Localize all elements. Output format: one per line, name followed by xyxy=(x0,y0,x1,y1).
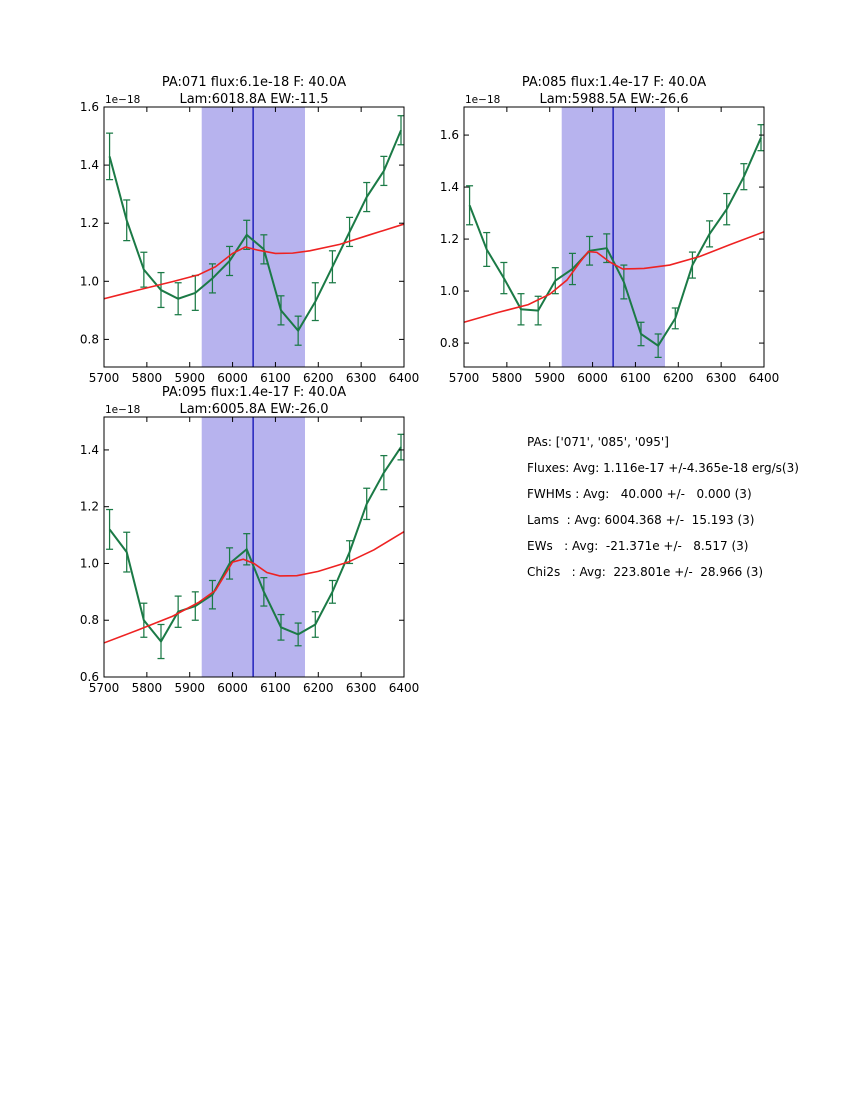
y-tick-label: 1.0 xyxy=(439,284,459,299)
x-tick-label: 6400 xyxy=(748,371,780,385)
y-tick-label: 1.2 xyxy=(79,499,99,514)
stats-line-ews: EWs : Avg: -21.371e +/- 8.517 (3) xyxy=(527,539,749,553)
stats-line-lams: Lams : Avg: 6004.368 +/- 15.193 (3) xyxy=(527,513,755,527)
x-tick-label: 6300 xyxy=(345,371,377,385)
x-tick-label: 5900 xyxy=(174,371,205,385)
y-tick-label: 0.8 xyxy=(79,332,99,347)
x-tick-label: 5700 xyxy=(88,681,120,695)
x-tick-label: 6400 xyxy=(388,681,420,695)
y-tick-label: 1.0 xyxy=(79,556,99,571)
x-tick-label: 5800 xyxy=(131,371,163,385)
y-axis-offset-label: 1e−18 xyxy=(465,94,501,106)
x-tick-label: 6200 xyxy=(303,681,334,695)
x-tick-label: 6300 xyxy=(345,681,377,695)
stats-line-fluxes: Fluxes: Avg: 1.116e-17 +/-4.365e-18 erg/s(3) xyxy=(527,461,799,475)
plot-title-line1: PA:071 flux:6.1e-18 F: 40.0A xyxy=(161,75,347,90)
x-tick-label: 6000 xyxy=(577,371,608,385)
x-tick-label: 5700 xyxy=(448,371,480,385)
y-tick-label: 1.6 xyxy=(439,128,459,143)
x-tick-label: 6100 xyxy=(260,371,291,385)
x-tick-label: 6000 xyxy=(217,681,248,695)
y-tick-label: 1.2 xyxy=(439,232,459,247)
x-tick-label: 6200 xyxy=(303,371,334,385)
plot-title-line2: Lam:6005.8A EW:-26.0 xyxy=(179,402,329,417)
stats-line-fwhms: FWHMs : Avg: 40.000 +/- 0.000 (3) xyxy=(527,487,752,501)
y-tick-label: 1.4 xyxy=(439,180,459,195)
x-tick-label: 6400 xyxy=(388,371,420,385)
stats-line-chi2s: Chi2s : Avg: 223.801e +/- 28.966 (3) xyxy=(527,565,764,579)
x-tick-label: 5800 xyxy=(491,371,523,385)
x-tick-label: 5900 xyxy=(174,681,205,695)
y-tick-label: 0.8 xyxy=(79,613,99,628)
x-tick-label: 5900 xyxy=(534,371,565,385)
plot-title-line1: PA:095 flux:1.4e-17 F: 40.0A xyxy=(161,385,347,400)
y-tick-label: 1.0 xyxy=(79,274,99,289)
stats-line-pas: PAs: ['071', '085', '095'] xyxy=(527,435,669,449)
y-tick-label: 0.8 xyxy=(439,336,459,351)
y-tick-label: 1.4 xyxy=(79,442,99,457)
x-tick-label: 6100 xyxy=(260,681,291,695)
y-tick-label: 1.2 xyxy=(79,216,99,231)
plot-title-line2: Lam:6018.8A EW:-11.5 xyxy=(179,92,329,107)
y-axis-offset-label: 1e−18 xyxy=(105,94,141,106)
x-tick-label: 6200 xyxy=(663,371,694,385)
x-tick-label: 6100 xyxy=(620,371,651,385)
plot-title-line1: PA:085 flux:1.4e-17 F: 40.0A xyxy=(521,75,707,90)
x-tick-label: 6000 xyxy=(217,371,248,385)
y-tick-label: 1.6 xyxy=(79,100,99,114)
x-tick-label: 5700 xyxy=(88,371,120,385)
y-tick-label: 1.4 xyxy=(79,158,99,173)
x-tick-label: 5800 xyxy=(131,681,163,695)
y-axis-offset-label: 1e−18 xyxy=(105,404,141,416)
plot-title-line2: Lam:5988.5A EW:-26.6 xyxy=(539,92,689,107)
y-tick-label: 0.6 xyxy=(79,670,99,684)
x-tick-label: 6300 xyxy=(705,371,737,385)
